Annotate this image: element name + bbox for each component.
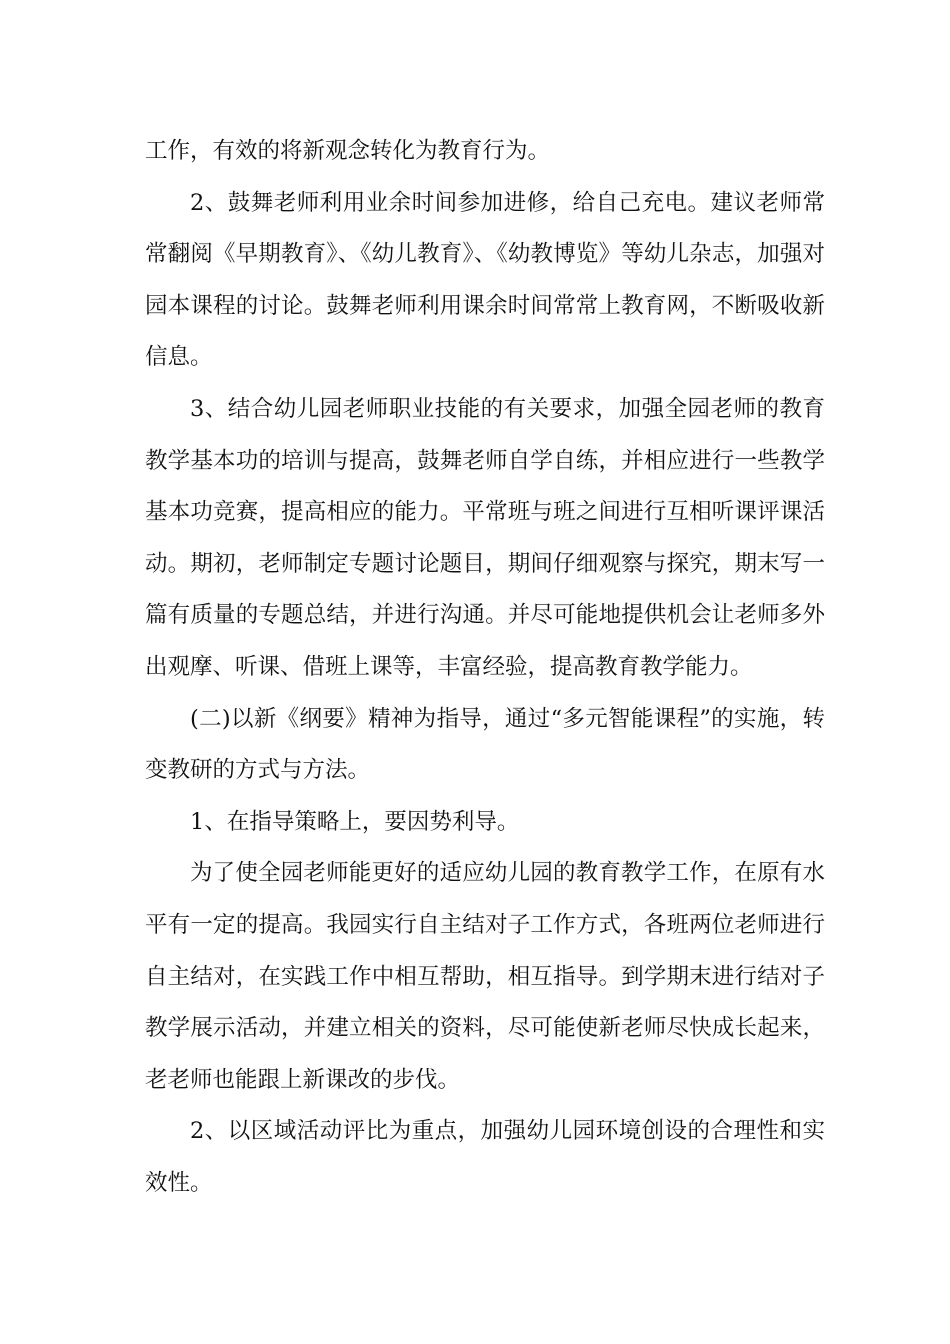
paragraph-item-2-training: 2、鼓舞老师利用业余时间参加进修，给自己充电。建议老师常常翻阅《早期教育》、《幼儿教育》、《幼教博览》等幼儿杂志，加强对园本课程的讨论。鼓舞老师利用课余时间常常上教育网，不断吸收新信息。 <box>145 189 825 371</box>
paragraph-item-3-skills: 3、结合幼儿园老师职业技能的有关要求，加强全园老师的教育教学基本功的培训与提高，鼓舞老师自学自练，并相应进行一些教学基本功竞赛，提高相应的能力。平常班与班之间进行互相听课评课活动。期初，老师制定专题讨论题目，期间仔细观察与探究，期末写一篇有质量的专题总结，并进行沟通。并尽可能地提供机会让老师多外出观摩、听课、借班上课等，丰富经验，提高教育教学能力。 <box>145 395 825 680</box>
paragraph-section-two: (二)以新《纲要》精神为指导，通过“多元智能课程”的实施，转变教研的方式与方法。 <box>145 705 825 784</box>
paragraph-item-2-environment: 2、以区域活动评比为重点，加强幼儿园环境创设的合理性和实效性。 <box>145 1118 825 1196</box>
paragraph-item-1-strategy: 1、在指导策略上，要因势利导。 <box>190 808 520 835</box>
paragraph-pairing: 为了使全园老师能更好的适应幼儿园的教育教学工作，在原有水平有一定的提高。我园实行自主结对子工作方式，各班两位老师进行自主结对，在实践工作中相互帮助，相互指导。到学期末进行结对子教学展示活动，并建立相关的资料，尽可能使新老师尽快成长起来，老老师也能跟上新课改的步伐。 <box>145 860 825 1093</box>
document-body <box>145 126 825 1209</box>
paragraph-continuation: 工作，有效的将新观念转化为教育行为。 <box>145 138 551 164</box>
